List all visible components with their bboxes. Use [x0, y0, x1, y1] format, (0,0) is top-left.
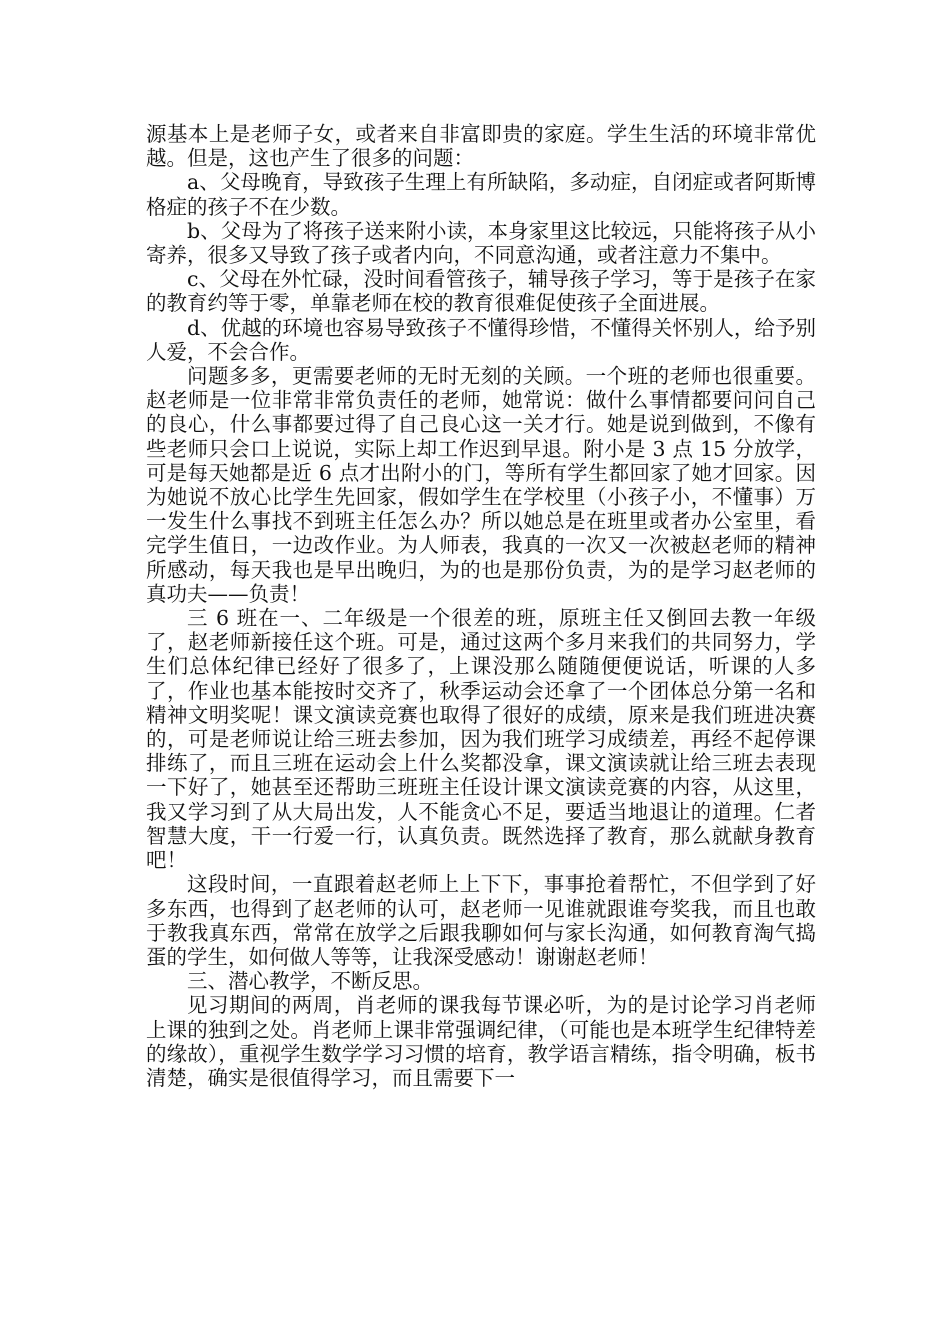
paragraph-item-d: d、优越的环境也容易导致孩子不懂得珍惜，不懂得关怀别人，给予别人爱，不会合作。 [146, 315, 816, 364]
paragraph-teacher-zhao: 问题多多，更需要老师的无时无刻的关顾。一个班的老师也很重要。赵老师是一位非常非常负责任的老师，她常说：做什么事情都要问问自己的良心，什么事都要过得了自己良心这一关才行。她是说到做到，不像有些老师只会口上说说，实际上却工作迟到早退。附小是 3 点 15 分放学，可是每天她都是近 6 点才出附小的门，等所有学生都回家了她才回家。因为她说不放心比学生先回家，假如学生在学校里（小孩子小，不懂事）万一发生什么事找不到班主任怎么办？所以她总是在班里或者办公室里，看完学生值日，一边改作业。为人师表，我真的一次又一次被赵老师的精神所感动，每天我也是早出晚归，为的也是那份负责，为的是学习赵老师的真功夫——负责！ [146, 364, 816, 606]
paragraph-this-period: 这段时间，一直跟着赵老师上上下下，事事抢着帮忙，不但学到了好多东西，也得到了赵老师的认可，赵老师一见谁就跟谁夸奖我，而且也敢于教我真东西，常常在放学之后跟我聊如何与家长沟通，如何教育淘气捣蛋的学生，如何做人等等，让我深受感动！谢谢赵老师！ [146, 872, 816, 969]
document-page [146, 122, 816, 1090]
paragraph-teacher-xiao: 见习期间的两周，肖老师的课我每节课必听，为的是讨论学习肖老师上课的独到之处。肖老师上课非常强调纪律，（可能也是本班学生纪律特差的缘故），重视学生数学学习习惯的培育，教学语言精练，指令明确，板书清楚，确实是很值得学习，而且需要下一 [146, 993, 816, 1090]
paragraph-item-c: c、父母在外忙碌，没时间看管孩子，辅导孩子学习，等于是孩子在家的教育约等于零，单靠老师在校的教育很难促使孩子全面进展。 [146, 267, 816, 316]
paragraph-item-a: a、父母晚育，导致孩子生理上有所缺陷，多动症，自闭症或者阿斯博格症的孩子不在少数。 [146, 170, 816, 219]
paragraph-class-six: 三 6 班在一、二年级是一个很差的班，原班主任又倒回去教一年级了，赵老师新接任这个班。可是，通过这两个多月来我们的共同努力，学生们总体纪律已经好了很多了，上课没那么随随便便说话，听课的人多了，作业也基本能按时交齐了，秋季运动会还拿了一个团体总分第一名和精神文明奖呢！课文演读竞赛也取得了很好的成绩，原来是我们班进决赛的，可是老师说让给三班去参加，因为我们班学习成绩差，再经不起停课排练了，而且三班在运动会上什么奖都没拿，课文演读就让给三班去表现一下好了，她甚至还帮助三班班主任设计课文演读竞赛的内容，从这里，我又学习到了从大局出发，人不能贪心不足，要适当地退让的道理。仁者智慧大度，干一行爱一行，认真负责。既然选择了教育，那么就献身教育吧！ [146, 606, 816, 873]
paragraph-continuation: 源基本上是老师子女，或者来自非富即贵的家庭。学生生活的环境非常优越。但是，这也产生了很多的问题： [146, 122, 816, 171]
section-heading-three: 三、潜心教学，不断反思。 [187, 969, 433, 994]
paragraph-item-b: b、父母为了将孩子送来附小读，本身家里这比较远，只能将孩子从小寄养，很多又导致了孩子或者内向，不同意沟通，或者注意力不集中。 [146, 218, 816, 268]
